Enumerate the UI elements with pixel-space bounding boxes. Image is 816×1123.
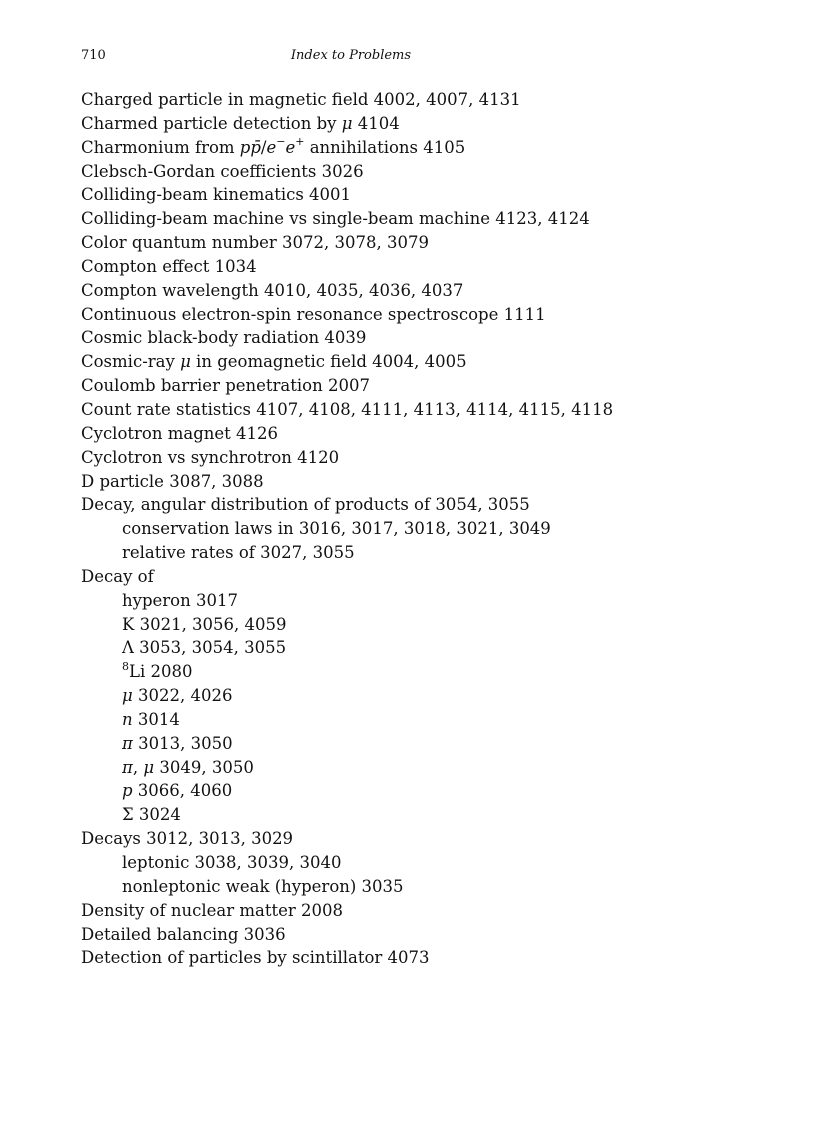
index-entry: Charmonium from pp̄/e−e+ annihilations 4105 <box>81 135 466 157</box>
index-subentry: π, μ 3049, 3050 <box>122 757 254 777</box>
index-subentry: n 3014 <box>122 709 180 729</box>
index-entry: Clebsch-Gordan coefficients 3026 <box>81 161 364 181</box>
index-entry: Count rate statistics 4107, 4108, 4111, 4113, 4114, 4115, 4118 <box>81 399 614 419</box>
index-subentry: K 3021, 3056, 4059 <box>122 614 287 634</box>
index-subentry: relative rates of 3027, 3055 <box>122 543 355 563</box>
index-entry: Continuous electron-spin resonance spectroscope 1111 <box>81 304 546 324</box>
index-entry: Coulomb barrier penetration 2007 <box>81 376 370 396</box>
index-subentry: Λ 3053, 3054, 3055 <box>122 638 287 658</box>
index-entry: D particle 3087, 3088 <box>81 471 264 491</box>
index-entry: Charged particle in magnetic field 4002, 4007, 4131 <box>81 90 521 109</box>
index-entry: Cosmic black-body radiation 4039 <box>81 328 367 348</box>
index-subentry: μ 3022, 4026 <box>122 686 233 706</box>
index-entry: Colliding-beam kinematics 4001 <box>81 185 352 205</box>
index-entry: Compton effect 1034 <box>81 256 257 276</box>
index-entry-list <box>81 88 801 970</box>
index-entry: Cyclotron vs synchrotron 4120 <box>81 447 340 467</box>
index-entry: Detailed balancing 3036 <box>81 924 286 944</box>
index-subentry: conservation laws in 3016, 3017, 3018, 3021, 3049 <box>122 519 551 539</box>
index-entry: Charmed particle detection by μ 4104 <box>81 113 400 133</box>
index-subentry: nonleptonic weak (hyperon) 3035 <box>122 876 404 896</box>
index-subentry: π 3013, 3050 <box>122 733 233 753</box>
index-entry: Decays 3012, 3013, 3029 <box>81 829 294 849</box>
index-entry: Decay of <box>81 566 154 586</box>
index-entry: Color quantum number 3072, 3078, 3079 <box>81 233 430 253</box>
index-subentry: leptonic 3038, 3039, 3040 <box>122 853 342 872</box>
index-subentry: hyperon 3017 <box>122 590 238 610</box>
index-subentry: $^8$Li 2080 <box>122 659 193 682</box>
index-entry: Cyclotron magnet 4126 <box>81 423 279 443</box>
running-title: Index to Problems <box>290 48 412 63</box>
index-entry: Detection of particles by scintillator 4073 <box>81 948 430 968</box>
index-entry: Colliding-beam machine vs single-beam machine 4123, 4124 <box>81 209 590 229</box>
index-entry: Cosmic-ray μ in geomagnetic field 4004, 4005 <box>81 352 467 372</box>
page-number: 710 <box>81 48 106 63</box>
index-entry: Density of nuclear matter 2008 <box>81 900 343 920</box>
index-subentry: Σ 3024 <box>122 805 181 825</box>
index-entry: Decay, angular distribution of products of 3054, 3055 <box>81 495 530 515</box>
page-header <box>81 48 621 68</box>
index-entry: Compton wavelength 4010, 4035, 4036, 4037 <box>81 280 464 300</box>
index-subentry: p 3066, 4060 <box>122 781 233 801</box>
